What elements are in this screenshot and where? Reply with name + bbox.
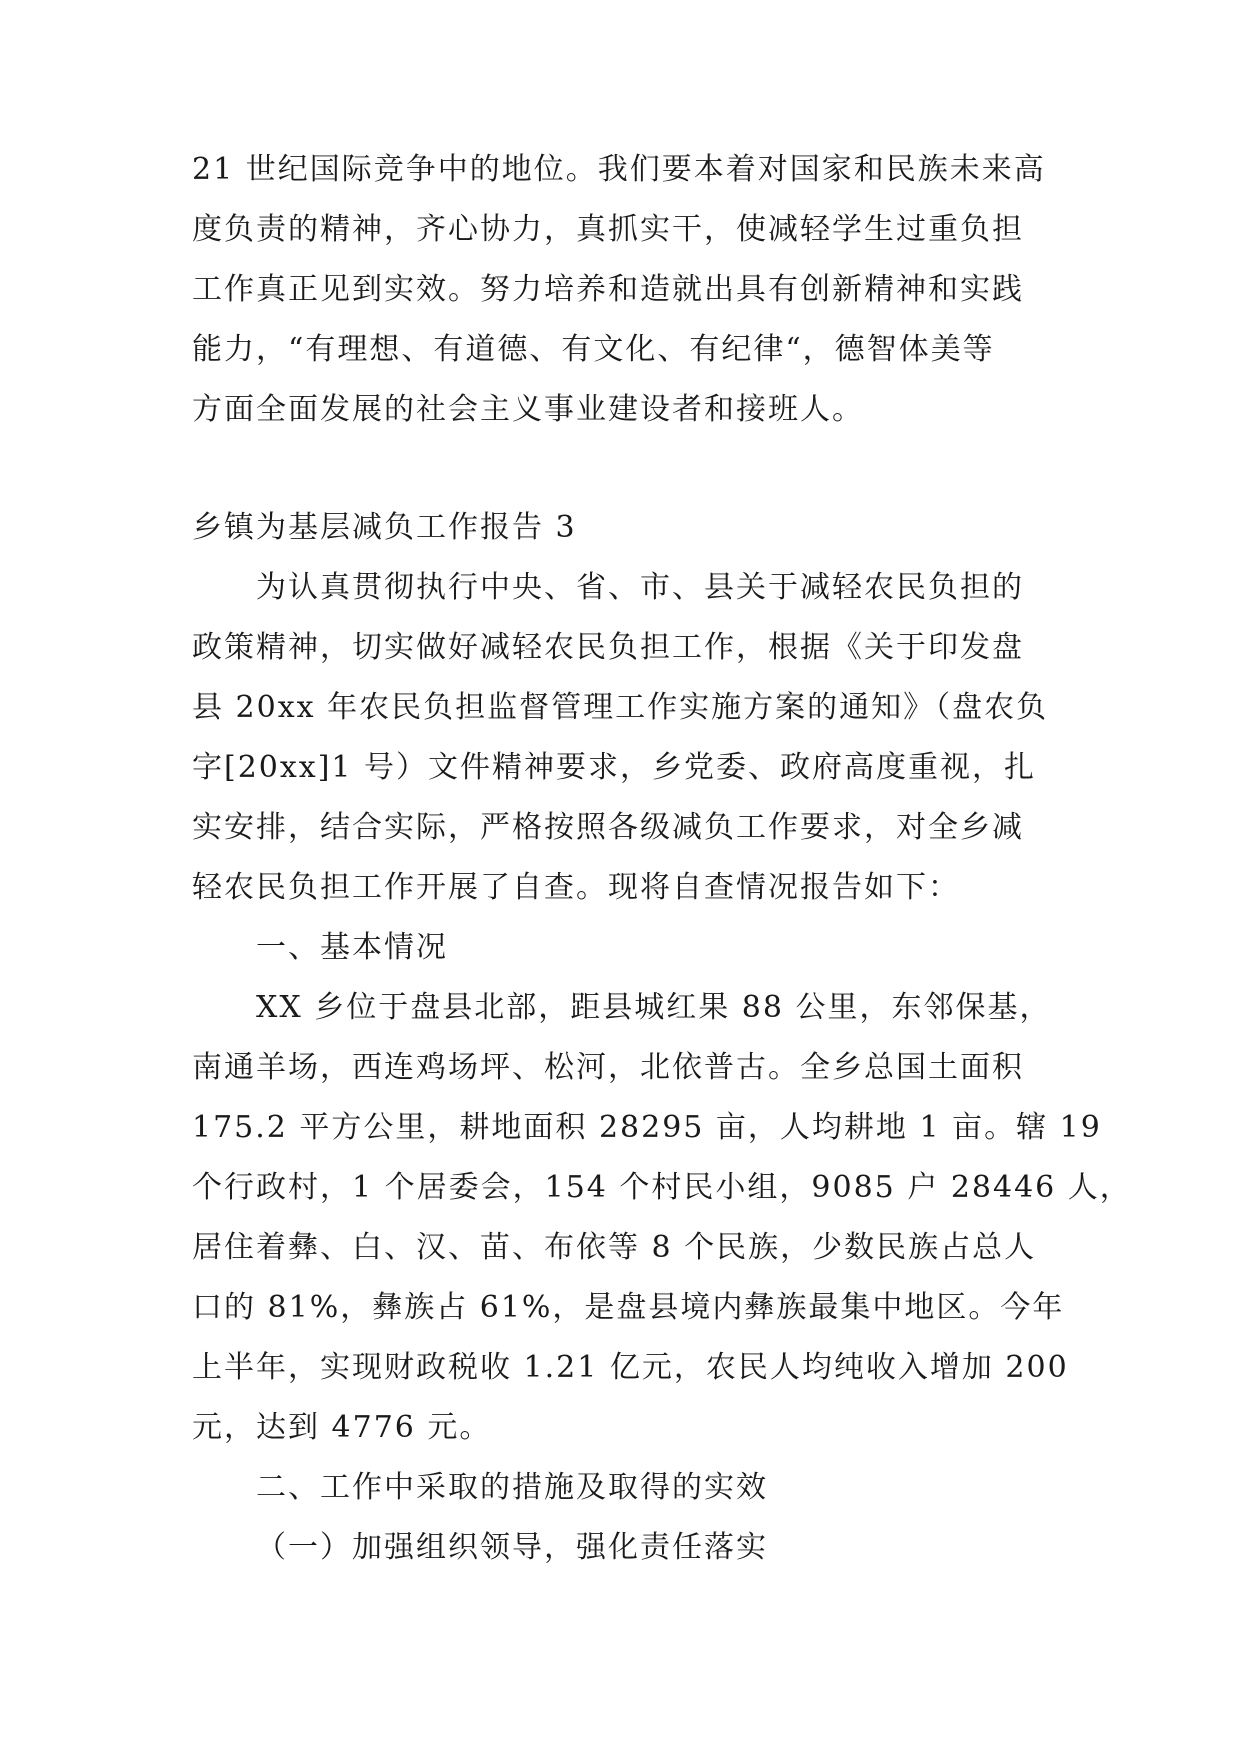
subheading: （一）加强组织领导，强化责任落实	[256, 1530, 768, 1565]
text-line: 175.2 平方公里，耕地面积 28295 亩，人均耕地 1 亩。辖 19	[192, 1110, 1102, 1145]
text-line: 方面全面发展的社会主义事业建设者和接班人。	[192, 392, 864, 427]
text-line: 实安排，结合实际，严格按照各级减负工作要求，对全乡减	[192, 810, 1024, 845]
text-line: 能力，“有理想、有道德、有文化、有纪律“，德智体美等	[192, 332, 995, 367]
text-line: 工作真正见到实效。努力培养和造就出具有创新精神和实践	[192, 272, 1024, 307]
text-line: 轻农民负担工作开展了自查。现将自查情况报告如下：	[192, 870, 960, 905]
text-line: XX 乡位于盘县北部，距县城红果 88 公里，东邻保基，	[256, 990, 1052, 1025]
text-line: 口的 81%，彝族占 61%，是盘县境内彝族最集中地区。今年	[192, 1290, 1065, 1325]
section-heading: 乡镇为基层减负工作报告 3	[192, 510, 577, 545]
text-line: 上半年，实现财政税收 1.21 亿元，农民人均纯收入增加 200	[192, 1350, 1069, 1385]
text-line: 为认真贯彻执行中央、省、市、县关于减轻农民负担的	[256, 570, 1024, 605]
text-line: 21 世纪国际竞争中的地位。我们要本着对国家和民族未来高	[192, 152, 1046, 187]
subheading: 一、基本情况	[256, 930, 448, 965]
text-line: 字[20xx]1 号）文件精神要求，乡党委、政府高度重视，扎	[192, 750, 1037, 785]
text-line: 元，达到 4776 元。	[192, 1410, 492, 1445]
text-line: 县 20xx 年农民负担监督管理工作实施方案的通知》（盘农负	[192, 690, 1049, 725]
text-line: 居住着彝、白、汉、苗、布依等 8 个民族，少数民族占总人	[192, 1230, 1037, 1265]
subheading: 二、工作中采取的措施及取得的实效	[256, 1470, 768, 1505]
text-line: 个行政村，1 个居委会，154 个村民小组，9085 户 28446 人，	[192, 1170, 1132, 1205]
text-line: 南通羊场，西连鸡场坪、松河，北依普古。全乡总国土面积	[192, 1050, 1024, 1085]
text-line: 度负责的精神，齐心协力，真抓实干，使减轻学生过重负担	[192, 212, 1024, 247]
text-line: 政策精神，切实做好减轻农民负担工作，根据《关于印发盘	[192, 630, 1024, 665]
